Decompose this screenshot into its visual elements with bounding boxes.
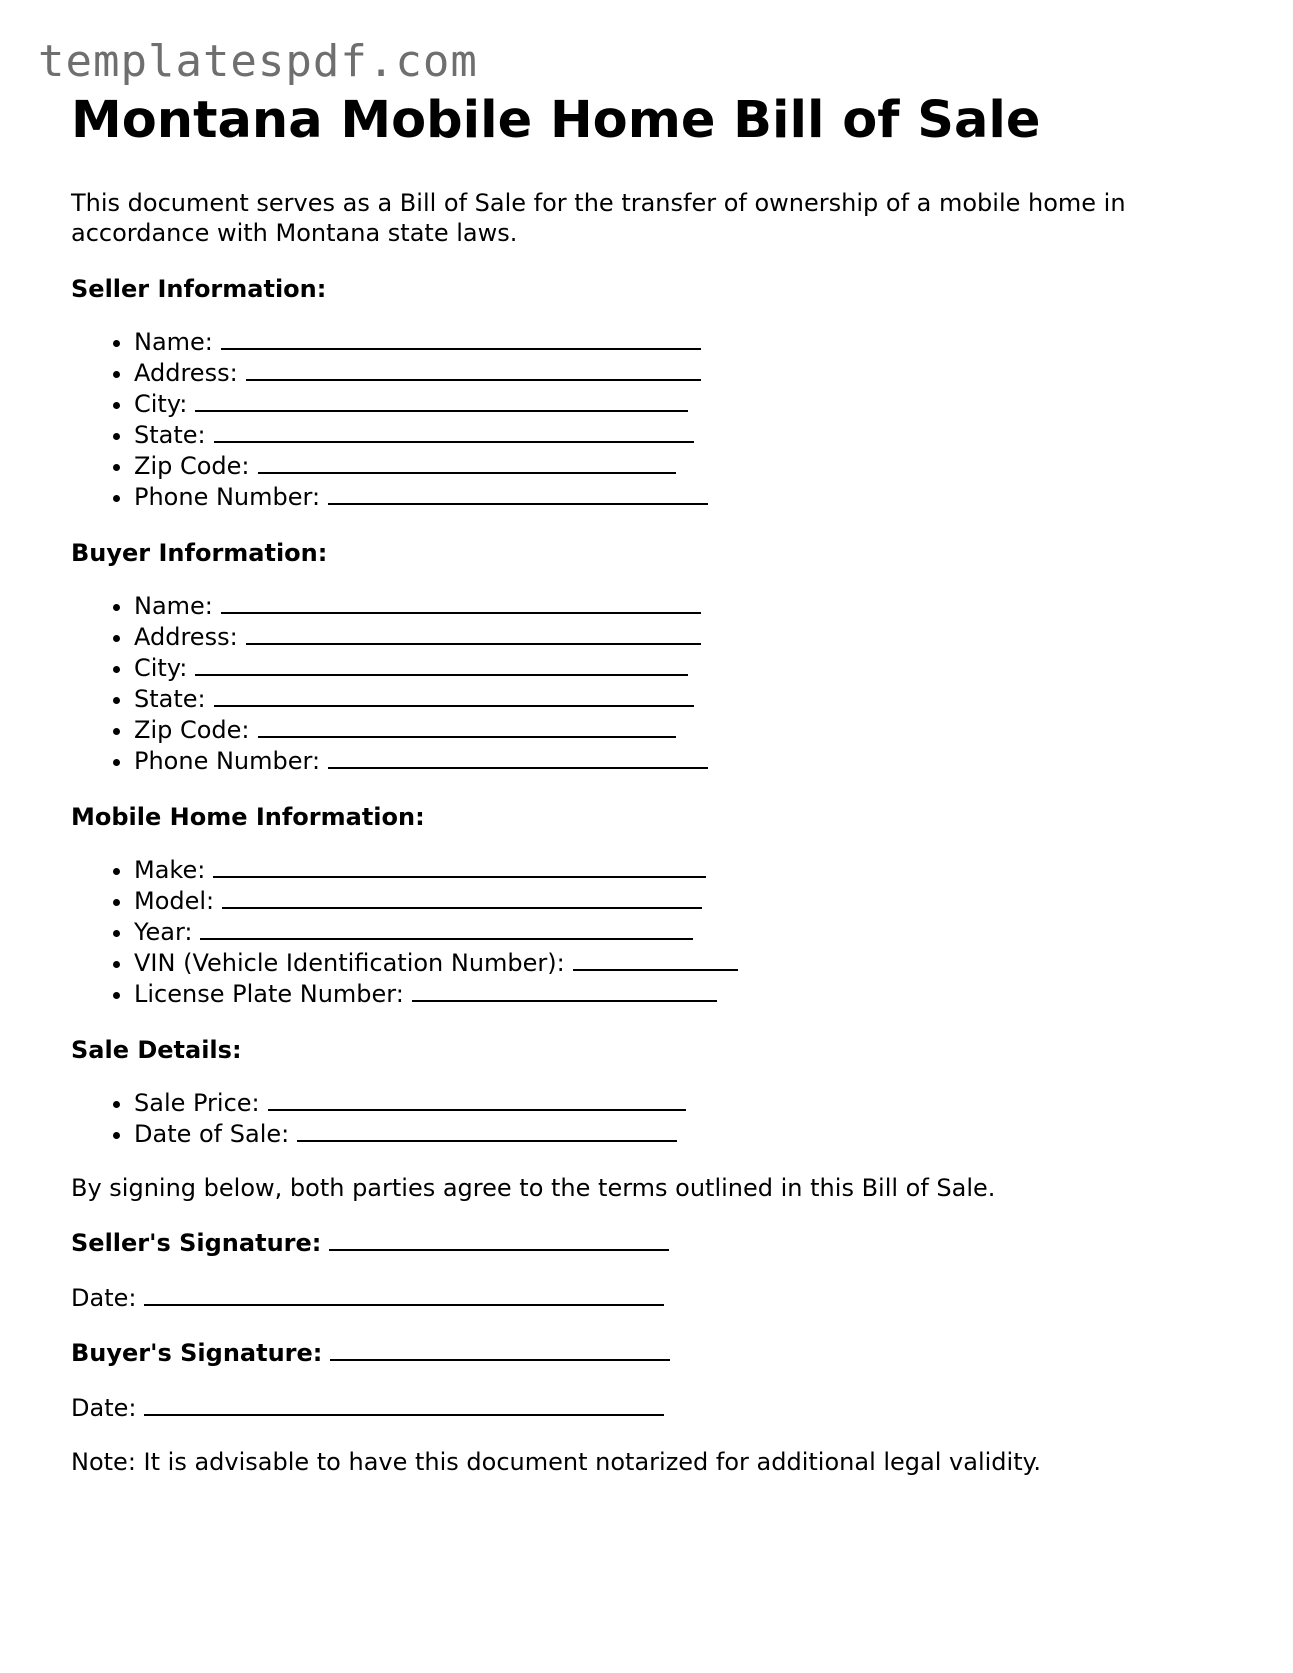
fill-line[interactable] [246,357,701,381]
fill-line[interactable] [246,621,701,645]
seller-name-field [134,326,1231,357]
sale-details-heading: Sale Details: [71,1036,242,1064]
buyer-phone-field [134,745,1231,776]
signature-fill-line[interactable] [329,1227,669,1251]
date-fill-line[interactable] [144,1392,664,1416]
field-label: City: [134,390,188,418]
fill-line[interactable] [213,854,706,878]
field-label: License Plate Number: [134,980,404,1008]
buyer-signature-label: Buyer's Signature: [71,1339,323,1367]
fill-line[interactable] [214,683,694,707]
field-label: Address: [134,359,238,387]
document-page [71,88,1231,1477]
date-of-sale-field [134,1118,1231,1149]
field-label: Make: [134,856,206,884]
field-label: Year: [134,918,193,946]
fill-line[interactable] [328,481,708,505]
fill-line[interactable] [258,450,676,474]
seller-address-field [134,357,1231,388]
fill-line[interactable] [200,916,693,940]
fill-line[interactable] [222,885,702,909]
document-title: Montana Mobile Home Bill of Sale [71,91,1041,150]
seller-phone-field [134,481,1231,512]
year-field [134,916,1231,947]
seller-zip-field [134,450,1231,481]
buyer-heading: Buyer Information: [71,539,328,567]
fill-line[interactable] [221,326,701,350]
watermark: templatespdf.com [38,36,478,87]
model-field [134,885,1231,916]
field-label: Phone Number: [134,483,321,511]
field-label: State: [134,685,206,713]
fill-line[interactable] [195,388,688,412]
fill-line[interactable] [573,947,738,971]
field-label: City: [134,654,188,682]
intro-paragraph: This document serves as a Bill of Sale for the transfer of ownership of a mobile home in accordance with Montana state laws. [71,189,1126,247]
field-label: State: [134,421,206,449]
fill-line[interactable] [195,652,688,676]
fill-line[interactable] [297,1118,677,1142]
field-label: Name: [134,592,213,620]
seller-state-field [134,419,1231,450]
buyer-zip-field [134,714,1231,745]
mobile-home-heading: Mobile Home Information: [71,803,425,831]
buyer-city-field [134,652,1231,683]
license-plate-field [134,978,1231,1009]
buyer-state-field [134,683,1231,714]
fill-line[interactable] [328,745,708,769]
signature-fill-line[interactable] [330,1337,670,1361]
date-label: Date: [71,1394,137,1422]
buyer-date-line [71,1392,1231,1423]
buyer-address-field [134,621,1231,652]
fill-line[interactable] [214,419,694,443]
fill-line[interactable] [268,1087,686,1111]
field-label: VIN (Vehicle Identification Number): [134,949,565,977]
buyer-name-field [134,590,1231,621]
sale-price-field [134,1087,1231,1118]
field-label: Date of Sale: [134,1120,290,1148]
field-label: Phone Number: [134,747,321,775]
field-label: Model: [134,887,215,915]
field-label: Name: [134,328,213,356]
sale-details-fields [71,1087,1231,1149]
field-label: Zip Code: [134,452,250,480]
buyer-signature-line [71,1337,1231,1368]
make-field [134,854,1231,885]
fill-line[interactable] [412,978,717,1002]
seller-date-line [71,1282,1231,1313]
mobile-home-fields [71,854,1231,1009]
seller-fields [71,326,1231,512]
seller-heading: Seller Information: [71,275,327,303]
date-label: Date: [71,1284,137,1312]
notarization-note: Note: It is advisable to have this document notarized for additional legal validity. [71,1448,1042,1476]
field-label: Address: [134,623,238,651]
fill-line[interactable] [258,714,676,738]
fill-line[interactable] [221,590,701,614]
buyer-fields [71,590,1231,776]
vin-field [134,947,1231,978]
field-label: Zip Code: [134,716,250,744]
seller-signature-label: Seller's Signature: [71,1229,322,1257]
date-fill-line[interactable] [144,1282,664,1306]
seller-signature-line [71,1227,1231,1258]
field-label: Sale Price: [134,1089,260,1117]
agreement-statement: By signing below, both parties agree to the terms outlined in this Bill of Sale. [71,1174,996,1202]
seller-city-field [134,388,1231,419]
